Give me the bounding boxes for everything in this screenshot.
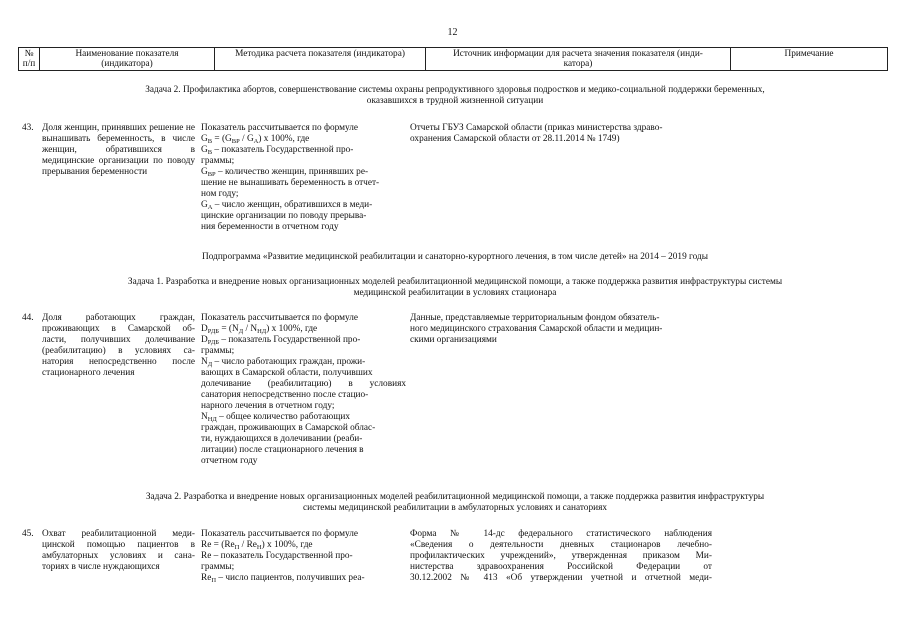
method-line: ном году; bbox=[201, 189, 239, 199]
method-line: $N_{НД}$ – общее количество работающих bbox=[201, 412, 351, 423]
row-44-number: 44. bbox=[22, 313, 34, 323]
source-line: «Сведения о деятельности дневных стационаров лечебно- bbox=[410, 540, 712, 550]
name-line: ласти, получивших долечивание bbox=[42, 335, 195, 345]
row-45-method bbox=[201, 529, 406, 584]
formula-line: $Re = (Re_П / Re_Н)$ х 100%, где bbox=[201, 540, 313, 551]
row-43-method bbox=[201, 123, 406, 233]
source-line: 30.12.2002 № 413 «Об утверждении учетной и отчетной меди- bbox=[410, 573, 712, 583]
method-line: $D_{РДБ}$ – показатель Государственной про- bbox=[201, 335, 361, 346]
method-line: Re – показатель Государственной про- bbox=[201, 551, 353, 561]
row-45-indicator-name bbox=[42, 529, 195, 573]
header-col-name-line1: Наименование показателя bbox=[75, 49, 179, 59]
header-col-method bbox=[215, 48, 426, 70]
task-heading-line2: медицинской реабилитации в условиях стационара bbox=[353, 288, 557, 298]
method-line: Показатель рассчитывается по формуле bbox=[201, 123, 359, 133]
task-heading-inpatient-rehab bbox=[60, 277, 850, 299]
source-line: Данные, представляемые территориальным фондом обязатель- bbox=[410, 313, 660, 323]
method-line: литации) после стационарного лечения в bbox=[201, 445, 364, 455]
task-heading-line2: оказавшихся в трудной жизненной ситуации bbox=[366, 96, 544, 106]
row-44-source bbox=[410, 313, 712, 346]
header-col-name bbox=[40, 48, 215, 70]
row-44-indicator-name bbox=[42, 313, 195, 379]
header-col-source-line2: катора) bbox=[563, 59, 593, 69]
method-line: Показатель рассчитывается по формуле bbox=[201, 529, 359, 539]
task-heading-line1: Задача 2. Профилактика абортов, совершенствование системы охраны репродуктивного здоровья подростков и медико-социальной поддержки беременных, bbox=[145, 85, 765, 95]
task-heading-outpatient-rehab bbox=[60, 492, 850, 514]
method-line: ти, нуждающихся в долечивании (реаби- bbox=[201, 434, 363, 444]
row-43-number: 43. bbox=[22, 123, 34, 133]
source-line: скими организациями bbox=[410, 335, 497, 345]
method-line: долечивание (реабилитацию) в условиях bbox=[201, 379, 406, 389]
header-col-name-line2: (индикатора) bbox=[101, 59, 153, 69]
name-line: амбулаторных условиях и сана- bbox=[42, 551, 195, 561]
subprogram-heading: Подпрограмма «Развитие медицинской реабилитации и санаторно-курортного лечения, в том числе детей» на 2014 – 2019 годы bbox=[202, 252, 708, 262]
method-line: $G_А$ – число женщин, обратившихся в меди- bbox=[201, 200, 373, 211]
method-line: Показатель рассчитывается по формуле bbox=[201, 313, 359, 323]
task-heading-abortion bbox=[60, 85, 850, 107]
header-col-number-line1: № bbox=[24, 49, 34, 59]
method-line: граммы; bbox=[201, 156, 235, 166]
header-col-number bbox=[19, 48, 40, 70]
header-col-number-line2: п/п bbox=[22, 59, 36, 69]
header-col-note bbox=[731, 48, 887, 70]
name-line: ториях в числе нуждающихся bbox=[42, 562, 160, 572]
method-line: нарного лечения в отчетном году; bbox=[201, 401, 335, 411]
method-line: $Re_П$ – число пациентов, получивших реа- bbox=[201, 573, 365, 584]
method-line: $G_В$ – показатель Государственной про- bbox=[201, 145, 354, 156]
name-line: цинской помощью пациентов в bbox=[42, 540, 195, 550]
source-line: профилактических учреждений», утвержденная приказом Ми- bbox=[410, 551, 712, 561]
method-line: вающих в Самарской области, получивших bbox=[201, 368, 373, 378]
name-line: стационарного лечения bbox=[42, 368, 135, 378]
table-header bbox=[18, 47, 888, 71]
method-line: граждан, проживающих в Самарской облас- bbox=[201, 423, 376, 433]
name-line: (реабилитацию) в условиях са- bbox=[42, 346, 195, 356]
method-line: санатория непосредственно после стацио- bbox=[201, 390, 369, 400]
row-45-number: 45. bbox=[22, 529, 34, 539]
method-line: граммы; bbox=[201, 346, 235, 356]
row-44-method bbox=[201, 313, 406, 467]
source-line: нистерства здравоохранения Российской Федерации от bbox=[410, 562, 712, 572]
name-line: проживающих в Самарской об- bbox=[42, 324, 195, 334]
row-43-indicator-name: Доля женщин, принявших решение не вынашивать беременность, в числе женщин, обратившихся в медицинские организации по поводу прерывания беременности bbox=[42, 123, 195, 177]
method-line: граммы; bbox=[201, 562, 235, 572]
name-line: Доля работающих граждан, bbox=[42, 313, 195, 323]
method-line: цинские организации по поводу прерыва- bbox=[201, 211, 367, 221]
name-line: Охват реабилитационной меди- bbox=[42, 529, 195, 539]
header-col-note-label: Примечание bbox=[784, 49, 834, 59]
task-heading-line1: Задача 1. Разработка и внедрение новых организационных моделей реабилитационной медицинской помощи, а также поддержка развития инфраструктуры системы bbox=[127, 277, 783, 287]
header-col-source bbox=[426, 48, 731, 70]
method-line: $G_{ВР}$ – количество женщин, принявших ре- bbox=[201, 167, 369, 178]
header-col-method-label: Методика расчета показателя (индикатора) bbox=[235, 49, 405, 59]
source-line: Форма № 14-дс федерального статистического наблюдения bbox=[410, 529, 712, 539]
method-line: $N_Д$ – число работающих граждан, прожи- bbox=[201, 357, 366, 368]
name-line: натория непосредственно после bbox=[42, 357, 195, 367]
method-line: шение не вынашивать беременность в отчет- bbox=[201, 178, 380, 188]
row-45-source bbox=[410, 529, 712, 584]
task-heading-line2: системы медицинской реабилитации в амбулаторных условиях и санаториях bbox=[302, 503, 608, 513]
source-line: ного медицинского страхования Самарской области и медицин- bbox=[410, 324, 663, 334]
method-line: ния беременности в отчетном году bbox=[201, 222, 339, 232]
task-heading-line1: Задача 2. Разработка и внедрение новых организационных моделей реабилитационной медицинской помощи, а также поддержка развития инфраструктуры bbox=[145, 492, 765, 502]
header-col-source-line1: Источник информации для расчета значения показателя (инди- bbox=[453, 49, 703, 59]
page-number: 12 bbox=[447, 27, 458, 38]
source-line: Отчеты ГБУЗ Самарской области (приказ министерства здраво- bbox=[410, 123, 663, 133]
formula-line: $G_В = (G_{ВР} / G_А)$ х 100%, где bbox=[201, 134, 310, 145]
source-line: охранения Самарской области от 28.11.2014 № 1749) bbox=[410, 134, 620, 144]
method-line: отчетном году bbox=[201, 456, 258, 466]
row-43-source bbox=[410, 123, 712, 145]
formula-line: $D_{РДБ} = (N_Д / N_{НД})$ х 100%, где bbox=[201, 324, 318, 335]
